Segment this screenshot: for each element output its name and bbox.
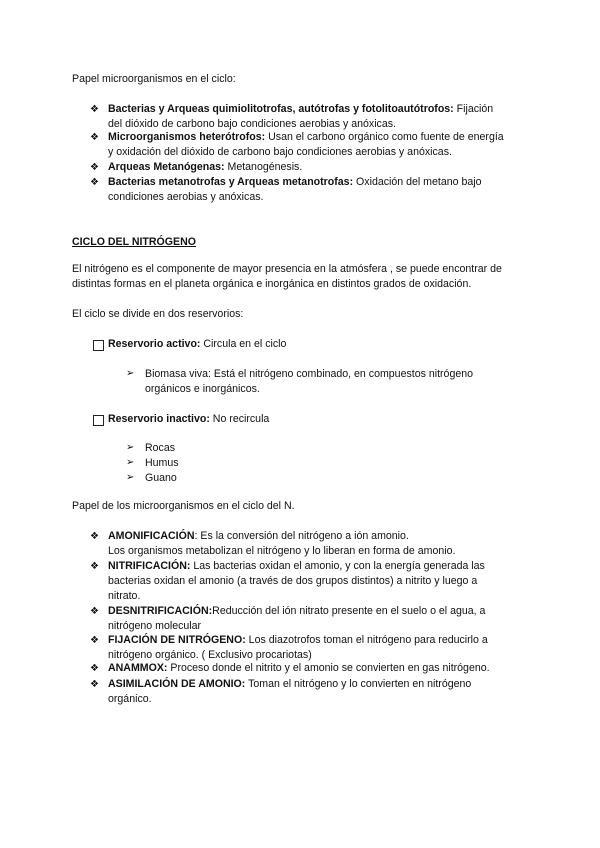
item-text: Usan el carbono orgánico como fuente de energía <box>265 131 504 143</box>
diamond-bullet-icon: ❖ <box>90 132 99 143</box>
intro-text: Papel microorganismos en el ciclo: <box>72 73 236 85</box>
arrow-bullet-icon: ➢ <box>126 368 135 379</box>
item-text: nitrógeno molecular <box>108 620 202 632</box>
diamond-bullet-icon: ❖ <box>90 635 99 646</box>
section-title: CICLO DEL NITRÓGENO <box>72 236 196 248</box>
item-text: orgánico. <box>108 693 152 705</box>
item-text: Metanogénesis. <box>224 161 303 173</box>
biomass-line: orgánicos e inorgánicos. <box>145 383 260 395</box>
arrow-bullet-icon: ➢ <box>126 442 135 453</box>
arrow-bullet-icon: ➢ <box>126 457 135 468</box>
item-term: Bacterias metanotrofas y Arqueas metanotrofas: <box>108 176 354 188</box>
item-term: Microorganismos heterótrofos: <box>108 131 266 143</box>
diamond-bullet-icon: ❖ <box>90 606 99 617</box>
paragraph-line: El nitrógeno es el componente de mayor presencia en la atmósfera , se puede encontrar de <box>72 263 502 275</box>
paragraph: El ciclo se divide en dos reservorios: <box>72 308 244 320</box>
paragraph-line: distintas formas en el planeta orgánica e inorgánica en distintos grados de oxidación. <box>72 278 472 290</box>
item-term: ASIMILACIÓN DE AMONIO: <box>108 678 246 690</box>
reservoir-text: No recircula <box>209 413 270 425</box>
diamond-bullet-icon: ❖ <box>90 531 99 542</box>
checkbox-square-icon <box>93 340 104 351</box>
item-text: Toman el nitrógeno y lo convierten en nitrógeno <box>245 678 472 690</box>
item-text: nitrato. <box>108 590 141 602</box>
reservoir-term: Reservorio inactivo: <box>108 413 210 425</box>
item-text: nitrógeno orgánico. ( Exclusivo procariotas) <box>108 649 312 661</box>
biomass-line: Biomasa viva: Está el nitrógeno combinado, en compuestos nitrógeno <box>145 368 474 380</box>
list-item: Guano <box>145 472 177 484</box>
reservoir-inactive <box>108 412 269 427</box>
item-term: NITRIFICACIÓN: <box>108 560 191 572</box>
reservoir-term: Reservorio activo: <box>108 338 201 350</box>
diamond-bullet-icon: ❖ <box>90 104 99 115</box>
item-text: Oxidación del metano bajo <box>353 176 482 188</box>
diamond-bullet-icon: ❖ <box>90 663 99 674</box>
item-text: del dióxido de carbono bajo condiciones aerobias y anóxicas. <box>108 118 396 130</box>
item-text: Proceso donde el nitrito y el amonio se convierten en gas nitrógeno. <box>167 662 490 674</box>
item-text: Los organismos metabolizan el nitrógeno y lo liberan en forma de amonio. <box>108 545 456 557</box>
item-term: FIJACIÓN DE NITRÓGENO: <box>108 634 246 646</box>
item-text: Fijación <box>453 103 494 115</box>
reservoir-text: Circula en el ciclo <box>200 338 287 350</box>
diamond-bullet-icon: ❖ <box>90 162 99 173</box>
diamond-bullet-icon: ❖ <box>90 177 99 188</box>
diamond-bullet-icon: ❖ <box>90 679 99 690</box>
item-term: DESNITRIFICACIÓN: <box>108 605 213 617</box>
item-text: y oxidación del dióxido de carbono bajo condiciones aerobias y anóxicas. <box>108 146 452 158</box>
item-term: ANAMMOX: <box>108 662 168 674</box>
list-item: Rocas <box>145 442 176 454</box>
item-text: Reducción del ión nitrato presente en el suelo o el agua, a <box>212 605 486 617</box>
item-text: Los diazotrofos toman el nitrógeno para reducirlo a <box>245 634 488 646</box>
paragraph: Papel de los microorganismos en el ciclo del N. <box>72 500 295 512</box>
reservoir-active <box>108 337 286 352</box>
item-term: AMONIFICACIÓN <box>108 530 195 542</box>
item-text: condiciones aerobias y anóxicas. <box>108 191 264 203</box>
item-text: bacterias oxidan el amonio (a través de dos grupos distintos) a nitrito y luego a <box>108 575 478 587</box>
arrow-bullet-icon: ➢ <box>126 472 135 483</box>
item-term: Arqueas Metanógenas: <box>108 161 225 173</box>
item-term: Bacterias y Arqueas quimiolitotrofas, autótrofas y fotolitoautótrofos: <box>108 103 454 115</box>
list-item: Humus <box>145 457 179 469</box>
item-text: : Es la conversión del nitrógeno a ión amonio. <box>194 530 409 542</box>
checkbox-square-icon <box>93 415 104 426</box>
item-text: Las bacterias oxidan el amonio, y con la energía generada las <box>190 560 485 572</box>
diamond-bullet-icon: ❖ <box>90 561 99 572</box>
